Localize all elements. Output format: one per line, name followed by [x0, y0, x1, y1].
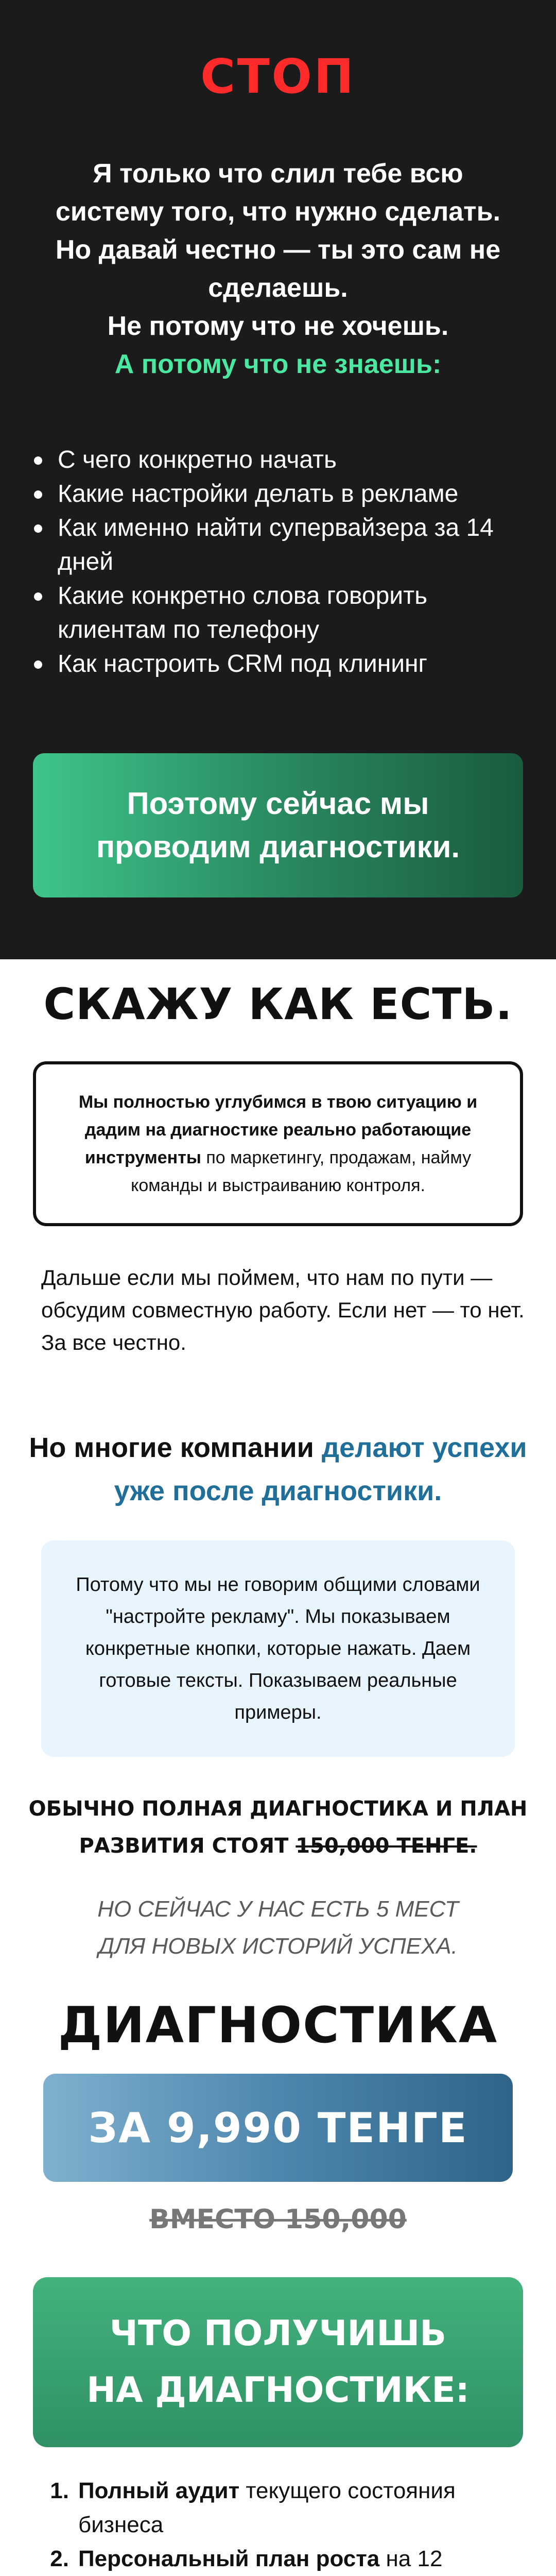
intro-green-line: А потому что не знаешь:: [114, 349, 442, 379]
slots-line: ДЛЯ НОВЫХ ИСТОРИЙ УСПЕХА.: [98, 1934, 458, 1959]
success-statement: [21, 1426, 535, 1513]
bullet-item: Как именно найти супервайзера за 14 дней: [31, 511, 535, 579]
usual-price-note: [10, 1790, 546, 1865]
honest-heading: СКАЖУ КАК ЕСТЬ.: [43, 979, 513, 1029]
cta-line: Поэтому сейчас мы: [127, 786, 429, 821]
benefit-number: 1.: [50, 2478, 69, 2503]
banner-line: НА ДИАГНОСТИКЕ:: [86, 2370, 470, 2411]
success-plain: Но многие компании: [29, 1432, 322, 1463]
intro-line: Я только что слил тебе всю: [93, 159, 463, 189]
benefits-list: [33, 2474, 517, 2576]
benefit-bold: Полный аудит: [78, 2478, 240, 2503]
limited-slots-note: [21, 1891, 535, 1965]
usual-text: ОБЫЧНО ПОЛНАЯ ДИАГНОСТИКА И ПЛАН РАЗВИТИЯ СТОЯТ: [28, 1797, 528, 1858]
banner-line: ЧТО ПОЛУЧИШЬ: [109, 2313, 447, 2354]
slots-line: НО СЕЙЧАС У НАС ЕСТЬ 5 МЕСТ: [97, 1896, 459, 1922]
hero-intro: [21, 155, 535, 383]
bullet-item: Какие настройки делать в рекламе: [31, 477, 535, 511]
benefit-rest: текущего состояния бизнеса: [78, 2478, 456, 2537]
success-highlight: делают успехи уже после диагностики.: [114, 1432, 527, 1506]
intro-line: сделаешь.: [208, 273, 348, 303]
promise-bold: Мы полностью углубимся в твою ситуацию и дадим на диагностике реально работающие инструменты: [78, 1092, 478, 1167]
diagnostics-cta-button[interactable]: [33, 753, 523, 897]
promise-rest: по маркетингу, продажам, найму команды и выстраиванию контроля.: [131, 1148, 472, 1195]
intro-line: Не потому что не хочешь.: [107, 311, 449, 341]
benefit-bold: Персональный план роста: [78, 2546, 380, 2571]
honest-paragraph: [41, 1261, 525, 1359]
what-you-get-banner: [33, 2277, 523, 2447]
bullet-item: Какие конкретно слова говорить клиентам по телефону: [31, 579, 535, 647]
bullet-item: С чего конкретно начать: [31, 443, 535, 477]
promise-box: [33, 1061, 523, 1226]
benefit-item: [33, 2542, 517, 2576]
intro-line: систему того, что нужно сделать.: [55, 197, 501, 227]
paragraph-line: За все честно.: [41, 1330, 186, 1354]
pain-bullet-list: [31, 443, 535, 681]
info-text: Потому что мы не говорим общими словами "настройте рекламу". Мы показываем конкретные кнопки, которые нажать. Даем готовые тексты. Показываем реальные примеры.: [76, 1574, 480, 1723]
stop-heading: СТОП: [200, 49, 356, 104]
diagnostics-title: ДИАГНОСТИКА: [58, 1996, 498, 2054]
intro-line: Но давай честно — ты это сам не: [55, 235, 501, 265]
old-price: ВМЕСТО 150,000: [149, 2204, 407, 2235]
cta-line: проводим диагностики.: [96, 829, 460, 864]
benefit-number: 2.: [50, 2546, 69, 2571]
benefit-item: [33, 2474, 517, 2542]
paragraph-line: Дальше если мы поймем, что нам по пути — обсудим совместную работу. Если нет — то нет.: [41, 1265, 525, 1322]
bullet-item: Как настроить CRM под клининг: [31, 647, 535, 681]
usual-price-struck: 150,000 ТЕНГЕ.: [296, 1834, 477, 1858]
info-box: [41, 1540, 515, 1757]
benefit-rest: на 12: [386, 2546, 443, 2571]
price-button[interactable]: ЗА 9,990 ТЕНГЕ: [43, 2074, 513, 2182]
